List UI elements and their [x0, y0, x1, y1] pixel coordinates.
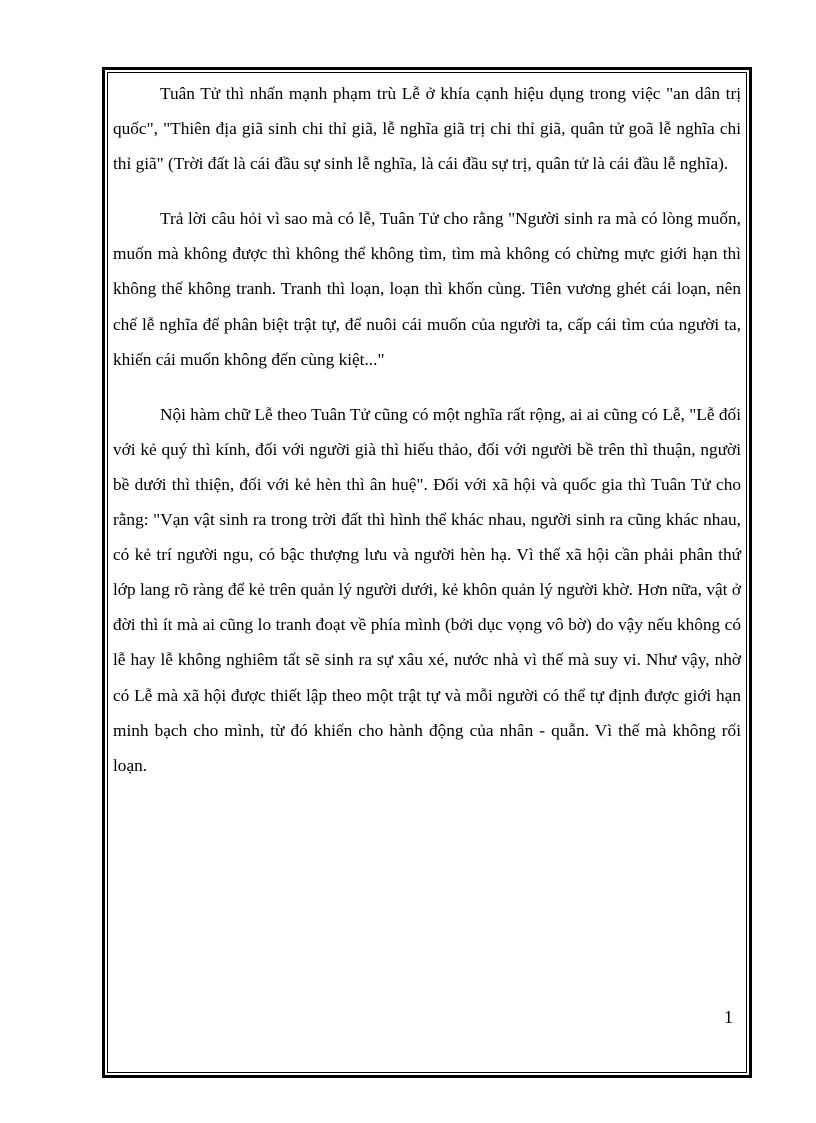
paragraph-3: Nội hàm chữ Lễ theo Tuân Tử cũng có một nghĩa rất rộng, ai ai cũng có Lễ, "Lễ đối với kẻ quý thì kính, đối với người già thì hiếu thảo, đối với người bề trên thì thuận, người bề dưới thì thiện, đối với kẻ hèn thì ân huệ". Đối với xã hội và quốc gia thì Tuân Tử cho rằng: "Vạn vật sinh ra trong trời đất thì hình thể khác nhau, người sinh ra cũng khác nhau, có kẻ trí người ngu, có bậc thượng lưu và người hèn hạ. Vì thế xã hội cần phải phân thứ lớp lang rõ ràng để kẻ trên quản lý người dưới, kẻ khôn quản lý người khờ. Hơn nữa, vật ở đời thì ít mà ai cũng lo tranh đoạt về phía mình (bởi dục vọng vô bờ) do vậy nếu không có lễ hay lễ không nghiêm tất sẽ sinh ra sự xâu xé, nước nhà vì thế mà suy vi. Như vậy, nhờ có Lễ mà xã hội được thiết lập theo một trật tự và mỗi người có thể tự định được giới hạn minh bạch cho mình, từ đó khiến cho hành động của nhân - quẫn. Vì thế mà không rối loạn.: [113, 404, 741, 775]
page-number: 1: [724, 1007, 733, 1027]
paragraph-2: Trả lời câu hỏi vì sao mà có lễ, Tuân Tử cho rằng "Người sinh ra mà có lòng muốn, muốn mà không được thì không thể không tìm, tìm mà không có chừng mực giới hạn thì không thể không tranh. Tranh thì loạn, loạn thì khốn cùng. Tiên vương ghét cái loạn, nên chế lễ nghĩa để phân biệt trật tự, để nuôi cái muốn của người ta, cấp cái tìm của người ta, khiến cái muốn không đến cùng kiệt...": [113, 209, 741, 369]
paragraph-1: Tuân Tử thì nhấn mạnh phạm trù Lễ ở khía cạnh hiệu dụng trong việc "an dân trị quốc", "Thiên địa giã sinh chi thỉ giã, lễ nghĩa giã trị chi thỉ giã, quân tử goã lễ nghĩa chi thỉ giã" (Trời đất là cái đầu sự sinh lễ nghĩa, là cái đầu sự trị, quân tử là cái đầu lễ nghĩa).: [113, 84, 741, 174]
document-body: [113, 76, 741, 783]
